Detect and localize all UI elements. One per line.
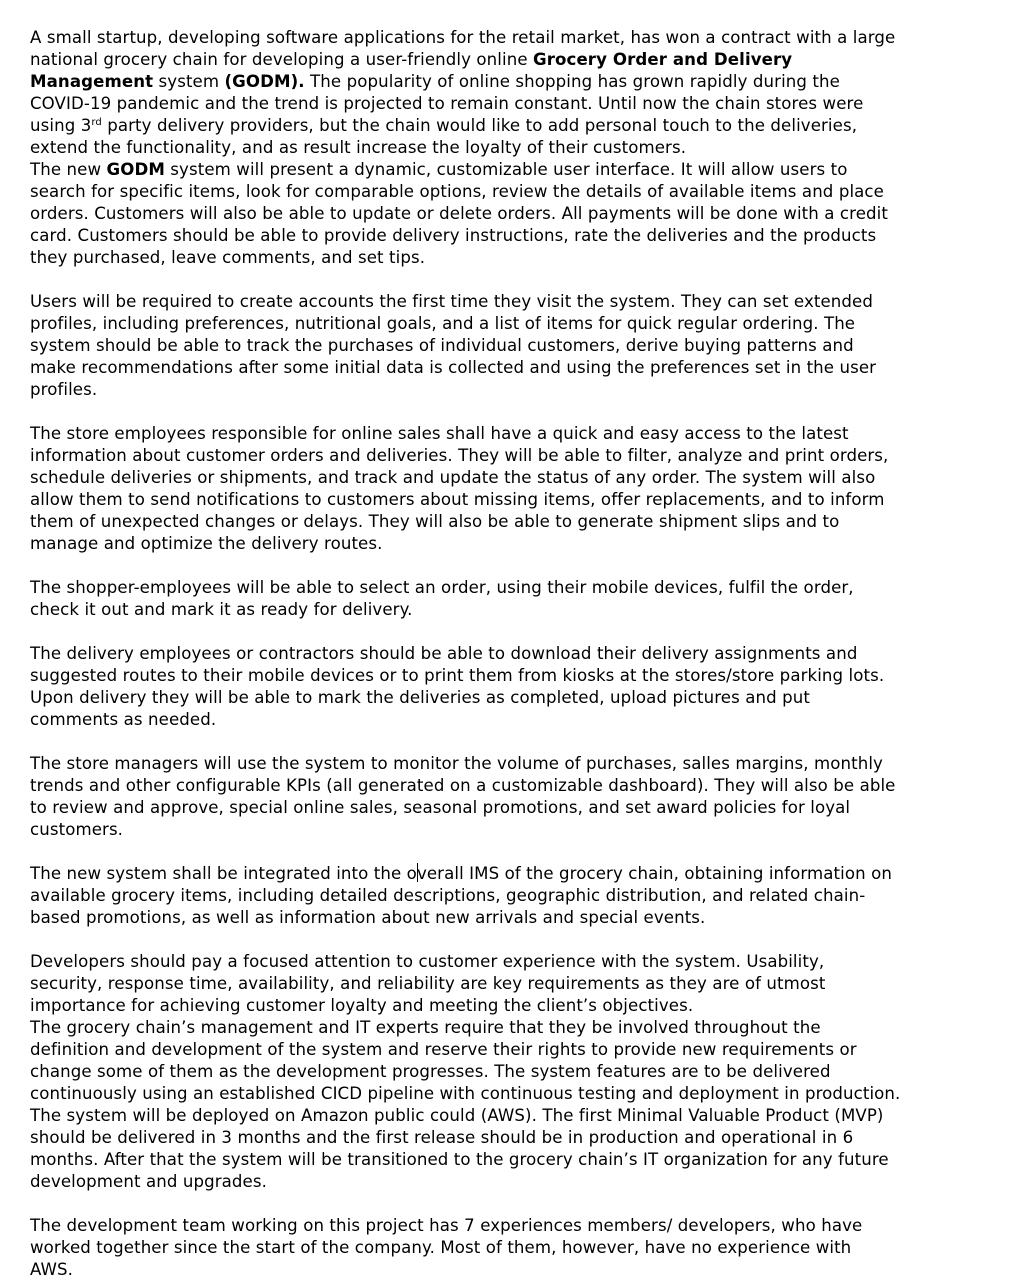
paragraph-intro bbox=[30, 27, 978, 159]
document-body bbox=[30, 27, 978, 1281]
text-line: The grocery chain’s management and IT experts require that they be involved throughout the bbox=[30, 1018, 821, 1037]
text-run: using 3 bbox=[30, 116, 92, 135]
text-line: Users will be required to create accounts the first time they visit the system. They can set extended bbox=[30, 292, 873, 311]
text-line: to review and approve, special online sales, seasonal promotions, and set award policies for loyal bbox=[30, 798, 851, 817]
text-line: A small startup, developing software applications for the retail market, has won a contract with a large bbox=[30, 28, 896, 47]
text-line: they purchased, leave comments, and set tips. bbox=[30, 248, 426, 267]
text-line: development and upgrades. bbox=[30, 1172, 267, 1191]
text-line: Developers should pay a focused attention to customer experience with the system. Usability, bbox=[30, 952, 825, 971]
acronym-bold: GODM bbox=[106, 160, 165, 179]
text-run: national grocery chain for developing a user-friendly online bbox=[30, 50, 534, 69]
text-line: available grocery items, including detailed descriptions, geographic distribution, and related chain- bbox=[30, 886, 866, 905]
text-line: months. After that the system will be transitioned to the grocery chain’s IT organization for any future bbox=[30, 1150, 889, 1169]
text-line: check it out and mark it as ready for delivery. bbox=[30, 600, 413, 619]
text-line: card. Customers should be able to provide delivery instructions, rate the deliveries and the products bbox=[30, 226, 877, 245]
paragraph-godm-interface bbox=[30, 159, 978, 269]
text-line: importance for achieving customer loyalty and meeting the client’s objectives. bbox=[30, 996, 694, 1015]
text-run: party delivery providers, but the chain would like to add personal touch to the deliveries, bbox=[101, 116, 858, 135]
text-run: system will present a dynamic, customizable user interface. It will allow users to bbox=[164, 160, 848, 179]
text-line bbox=[30, 71, 978, 93]
ordinal-superscript: rd bbox=[91, 117, 102, 128]
text-line: COVID-19 pandemic and the trend is projected to remain constant. Until now the chain stores were bbox=[30, 94, 864, 113]
text-line bbox=[30, 159, 978, 181]
text-line: should be delivered in 3 months and the first release should be in production and operational in 6 bbox=[30, 1128, 854, 1147]
text-line: schedule deliveries or shipments, and track and update the status of any order. The system will also bbox=[30, 468, 876, 487]
text-run: The new system shall be integrated into the o bbox=[30, 864, 417, 883]
text-line: customers. bbox=[30, 820, 124, 839]
text-line: The development team working on this project has 7 experiences members/ developers, who have bbox=[30, 1216, 863, 1235]
text-run: system bbox=[153, 72, 225, 91]
text-line: worked together since the start of the company. Most of them, however, have no experience with bbox=[30, 1238, 852, 1257]
text-line: The store employees responsible for online sales shall have a quick and easy access to the latest bbox=[30, 424, 849, 443]
paragraph-management-requirements bbox=[30, 1017, 978, 1193]
text-line: system should be able to track the purchases of individual customers, derive buying patterns and bbox=[30, 336, 854, 355]
text-line: information about customer orders and deliveries. They will be able to filter, analyze and print orders, bbox=[30, 446, 889, 465]
text-line: definition and development of the system and reserve their rights to provide new requirements or bbox=[30, 1040, 857, 1059]
paragraph-shopper-employees bbox=[30, 577, 978, 621]
text-line: trends and other configurable KPIs (all generated on a customizable dashboard). They will also be able bbox=[30, 776, 896, 795]
text-line: make recommendations after some initial data is collected and using the preferences set in the user bbox=[30, 358, 877, 377]
text-line: allow them to send notifications to customers about missing items, offer replacements, and to inform bbox=[30, 490, 885, 509]
text-line: profiles, including preferences, nutritional goals, and a list of items for quick regular ordering. The bbox=[30, 314, 856, 333]
text-line bbox=[30, 115, 978, 137]
text-line: The shopper-employees will be able to select an order, using their mobile devices, fulfil the order, bbox=[30, 578, 854, 597]
text-line: extend the functionality, and as result increase the loyalty of their customers. bbox=[30, 138, 687, 157]
paragraph-user-accounts bbox=[30, 291, 978, 401]
paragraph-delivery-employees bbox=[30, 643, 978, 731]
system-name-bold: Grocery Order and Delivery bbox=[533, 50, 793, 69]
text-run: verall IMS of the grocery chain, obtaining information on bbox=[416, 864, 892, 883]
text-line: search for specific items, look for comparable options, review the details of available items and place bbox=[30, 182, 884, 201]
text-run: The new bbox=[30, 160, 107, 179]
text-run: The popularity of online shopping has grown rapidly during the bbox=[304, 72, 840, 91]
text-line: The store managers will use the system to monitor the volume of purchases, salles margins, monthly bbox=[30, 754, 883, 773]
text-line: security, response time, availability, and reliability are key requirements as they are of utmost bbox=[30, 974, 826, 993]
system-name-bold: Management bbox=[30, 72, 154, 91]
paragraph-store-employees bbox=[30, 423, 978, 555]
acronym-bold: (GODM). bbox=[224, 72, 305, 91]
paragraph-customer-experience bbox=[30, 951, 978, 1017]
text-line: profiles. bbox=[30, 380, 98, 399]
text-line: suggested routes to their mobile devices or to print them from kiosks at the stores/store parking lots. bbox=[30, 666, 885, 685]
text-line: comments as needed. bbox=[30, 710, 217, 729]
paragraph-ims-integration bbox=[30, 863, 978, 929]
text-line: manage and optimize the delivery routes. bbox=[30, 534, 383, 553]
text-line: orders. Customers will also be able to update or delete orders. All payments will be done with a credit bbox=[30, 204, 888, 223]
paragraph-store-managers bbox=[30, 753, 978, 841]
text-line bbox=[30, 49, 978, 71]
text-line: The system will be deployed on Amazon public could (AWS). The first Minimal Valuable Product (MVP) bbox=[30, 1106, 884, 1125]
text-line: The delivery employees or contractors should be able to download their delivery assignments and bbox=[30, 644, 858, 663]
paragraph-development-team bbox=[30, 1215, 978, 1281]
text-line: continuously using an established CICD pipeline with continuous testing and deployment in production. bbox=[30, 1084, 901, 1103]
text-line: AWS. bbox=[30, 1260, 74, 1279]
text-line: change some of them as the development progresses. The system features are to be delivered bbox=[30, 1062, 831, 1081]
text-line: based promotions, as well as information about new arrivals and special events. bbox=[30, 908, 706, 927]
text-line: them of unexpected changes or delays. They will also be able to generate shipment slips and to bbox=[30, 512, 840, 531]
text-line: Upon delivery they will be able to mark the deliveries as completed, upload pictures and put bbox=[30, 688, 810, 707]
text-line bbox=[30, 863, 978, 885]
